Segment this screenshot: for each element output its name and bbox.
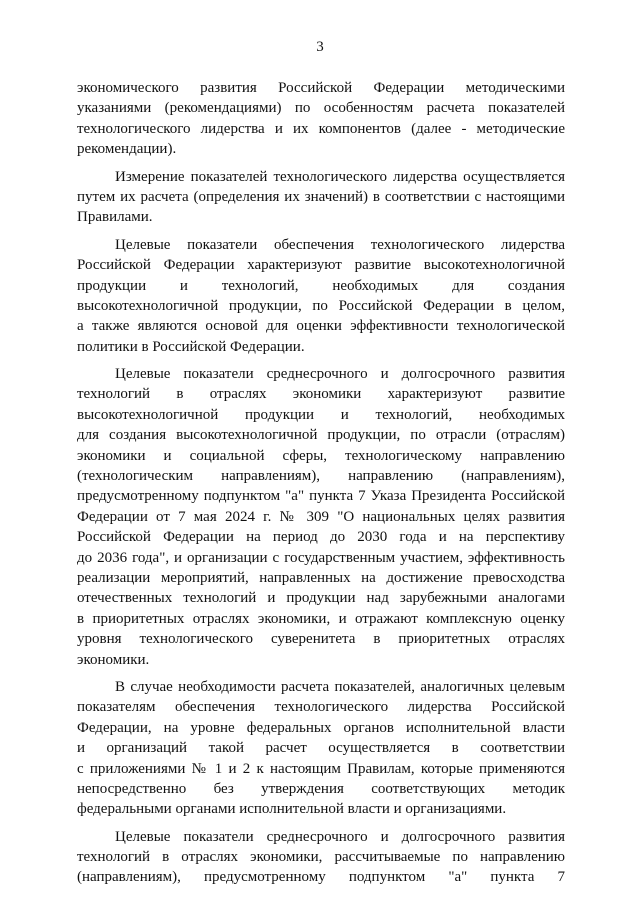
text-line: Правилами. (77, 209, 153, 226)
paragraph (77, 364, 565, 670)
paragraph (77, 78, 565, 160)
text-line: предусмотренному подпунктом "а" пункта 7 Указа Президента Российской (77, 488, 565, 505)
text-line: в приоритетных отраслях экономики, и отражают комплексную оценку (77, 610, 565, 627)
document-body (77, 78, 565, 889)
text-line: Целевые показатели обеспечения технологического лидерства (115, 236, 565, 253)
text-line: экономического развития Российской Федерации методическими (77, 80, 565, 96)
paragraph (77, 827, 565, 888)
text-line: технологий в отраслях экономики, рассчитываемые по направлению (77, 849, 565, 866)
text-line: политики в Российской Федерации. (77, 338, 305, 355)
text-line: реализации мероприятий, направленных на достижение превосходства (77, 569, 565, 586)
text-line: для создания высокотехнологичной продукции, по отрасли (отраслям) (77, 427, 565, 444)
text-line: показателям обеспечения технологического лидерства Российской (77, 699, 565, 716)
text-line: технологий в отраслях экономики характеризуют развитие (77, 386, 565, 403)
text-line: федеральными органами исполнительной власти и организациями. (77, 801, 507, 818)
text-line: технологического лидерства и их компонентов (далее - методические (77, 120, 565, 137)
text-line: (направлениям), предусмотренному подпунктом "а" пункта 7 (77, 869, 565, 886)
text-line: экономики и социальной сферы, технологическому направлению (77, 447, 565, 464)
text-line: Федерации, на уровне федеральных органов исполнительной власти (77, 719, 565, 736)
text-line: Измерение показателей технологического лидерства осуществляется (115, 168, 565, 185)
text-line: В случае необходимости расчета показателей, аналогичных целевым (115, 678, 565, 695)
text-line: и организаций такой расчет осуществляется в соответствии (77, 740, 565, 757)
text-line: Целевые показатели среднесрочного и долгосрочного развития (115, 828, 565, 845)
page-number: 3 (316, 39, 324, 55)
text-line: уровня технологического суверенитета в приоритетных отраслях (77, 631, 565, 648)
text-line: рекомендации). (77, 141, 177, 158)
text-line: продукции и технологий, необходимых для создания (77, 277, 565, 294)
text-line: высокотехнологичной продукции и технологий, необходимых (77, 406, 565, 423)
text-line: Федерации от 7 мая 2024 г. № 309 "О национальных целях развития (77, 508, 565, 525)
text-line: Целевые показатели среднесрочного и долгосрочного развития (115, 366, 565, 383)
paragraph (77, 677, 565, 820)
text-line: а также являются основой для оценки эффективности технологической (77, 318, 565, 335)
text-line: путем их расчета (определения их значений) в соответствии с настоящими (77, 188, 565, 205)
paragraph (77, 167, 565, 228)
text-line: с приложениями № 1 и 2 к настоящим Правилам, которые применяются (77, 760, 565, 777)
text-line: высокотехнологичной продукции, по Российской Федерации в целом, (77, 297, 565, 314)
paragraph (77, 235, 565, 357)
text-line: непосредственно без утверждения соответствующих методик (77, 780, 565, 797)
text-line: экономики. (77, 651, 150, 668)
text-line: до 2036 года", и организации с государственным участием, эффективность (77, 549, 565, 566)
text-line: Российской Федерации на период до 2030 года и на перспективу (77, 529, 565, 546)
text-line: Российской Федерации характеризуют развитие высокотехнологичной (77, 257, 565, 274)
text-line: (технологическим направлениям), направлению (направлениям), (77, 468, 565, 485)
text-line: отечественных технологий и продукции над зарубежными аналогами (77, 590, 565, 607)
text-line: указаниями (рекомендациями) по особенностям расчета показателей (77, 100, 565, 117)
